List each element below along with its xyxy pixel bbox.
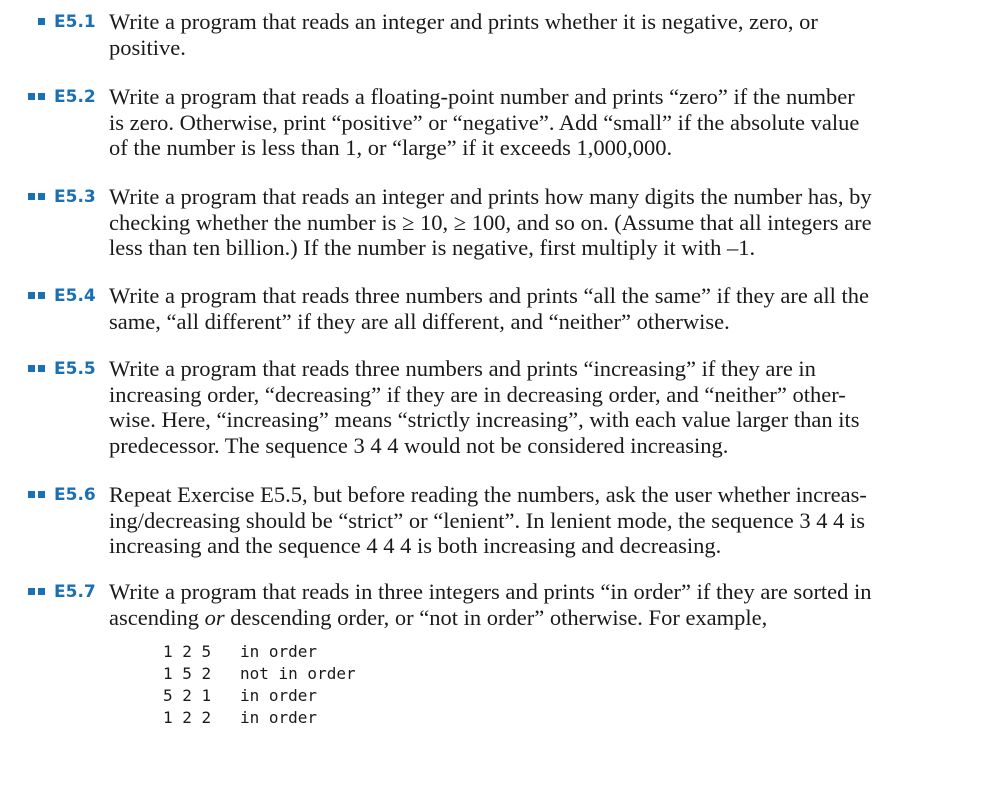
text-line: same, “all different” if they are all different, and “neither” otherwise. — [109, 308, 730, 334]
text-line: increasing order, “decreasing” if they are in decreasing order, and “neither” other- — [109, 381, 846, 407]
exercise-number: E5.6 — [54, 485, 96, 505]
example-result: not in order — [240, 664, 356, 683]
text-line: Write a program that reads in three integers and prints “in order” if they are sorted in — [109, 579, 872, 604]
example-result: in order — [240, 642, 318, 661]
text-line: of the number is less than 1, or “large” if it exceeds 1,000,000. — [109, 135, 673, 160]
exercise-text — [109, 283, 979, 334]
exercise-text — [109, 356, 979, 458]
text-line: increasing and the sequence 4 4 4 is both increasing and decreasing. — [109, 533, 722, 558]
exercise-number: E5.1 — [54, 12, 96, 32]
text-line: Write a program that reads an integer and prints how many digits the number has, by — [109, 184, 872, 209]
text-line: Write a program that reads a floating-point number and prints “zero” if the number — [109, 84, 855, 109]
exercise-number: E5.3 — [54, 187, 96, 207]
difficulty-dot — [28, 193, 35, 200]
example-input: 5 2 1 — [163, 686, 212, 705]
example-input: 1 2 2 — [163, 708, 212, 727]
text-line: less than ten billion.) If the number is negative, first multiply it with –1. — [109, 235, 756, 260]
exercise-label — [0, 9, 100, 35]
exercise-label — [0, 579, 100, 605]
example-result: in order — [240, 686, 318, 705]
text-line: predecessor. The sequence 3 4 4 would not be considered increasing. — [109, 432, 729, 458]
difficulty-dot — [28, 588, 35, 595]
exercise-text — [109, 184, 979, 261]
difficulty-dot — [28, 491, 35, 498]
example-input: 1 5 2 — [163, 664, 212, 683]
text-line: Write a program that reads three numbers and prints “all the same” if they are all the — [109, 283, 870, 308]
emphasis-text: or — [204, 604, 225, 630]
exercise-text — [109, 482, 979, 559]
difficulty-dot — [28, 93, 35, 100]
text-line: Write a program that reads three numbers and prints “increasing” if they are in — [109, 356, 816, 381]
text-line: Repeat Exercise E5.5, but before reading the numbers, ask the user whether increas- — [109, 482, 867, 507]
text-line: wise. Here, “increasing” means “strictly increasing”, with each value larger than its — [109, 407, 860, 432]
difficulty-dot — [28, 365, 35, 372]
difficulty-dot — [38, 365, 45, 372]
difficulty-dot — [38, 292, 45, 299]
text-line: checking whether the number is ≥ 10, ≥ 100, and so on. (Assume that all integers are — [109, 209, 872, 235]
text-line: Write a program that reads an integer and prints whether it is negative, zero, or — [109, 9, 818, 34]
text-line: positive. — [109, 34, 186, 60]
example-row — [163, 685, 318, 707]
exercise-text — [109, 84, 979, 161]
difficulty-dot — [38, 93, 45, 100]
example-input: 1 2 5 — [163, 642, 212, 661]
exercise-label — [0, 84, 100, 110]
example-output — [163, 641, 356, 729]
text-line: is zero. Otherwise, print “positive” or “negative”. Add “small” if the absolute value — [109, 109, 860, 135]
text-fragment: ascending — [109, 604, 205, 630]
example-row — [163, 663, 356, 685]
exercise-number: E5.5 — [54, 359, 96, 379]
text-fragment: descending order, or “not in order” otherwise. For example, — [224, 604, 768, 630]
exercise-label — [0, 482, 100, 508]
text-line: ing/decreasing should be “strict” or “lenient”. In lenient mode, the sequence 3 4 4 is — [109, 507, 866, 533]
exercise-label — [0, 356, 100, 382]
difficulty-dot — [38, 193, 45, 200]
exercise-text — [109, 9, 979, 60]
difficulty-dot — [38, 491, 45, 498]
exercise-number: E5.7 — [54, 582, 96, 602]
example-result: in order — [240, 708, 318, 727]
exercise-label — [0, 184, 100, 210]
exercise-number: E5.4 — [54, 286, 96, 306]
exercise-number: E5.2 — [54, 87, 96, 107]
difficulty-dot — [38, 18, 45, 25]
example-row — [163, 707, 318, 729]
text-line — [109, 605, 979, 631]
difficulty-dot — [38, 588, 45, 595]
exercise-label — [0, 283, 100, 309]
example-row — [163, 641, 318, 663]
exercise-text — [109, 579, 979, 630]
difficulty-dot — [28, 292, 35, 299]
